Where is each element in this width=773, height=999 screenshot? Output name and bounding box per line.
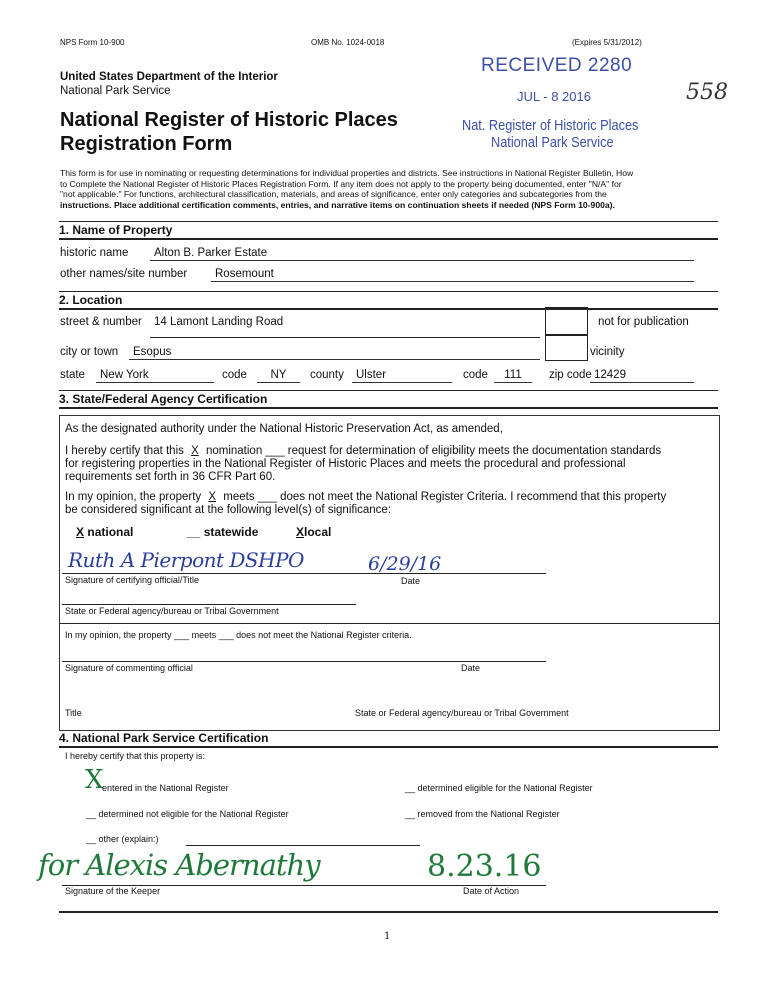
instructions-line: instructions. Place additional certification comments, entries, and narrative items on continuation sheets if needed (NPS Form 10-900a). <box>60 199 615 210</box>
form-subtitle: Registration Form <box>60 133 233 155</box>
form-title: National Register of Historic Places <box>60 109 398 131</box>
page-number: 1 <box>384 931 391 942</box>
commenting-label: Signature of commenting official <box>65 663 193 673</box>
removed-option[interactable]: __ removed from the National Register <box>405 809 560 819</box>
opinion-line-1 <box>65 491 666 503</box>
local-mark: X <box>296 525 305 539</box>
street-field[interactable]: 14 Lamont Landing Road <box>154 316 284 328</box>
statewide-label: statewide <box>203 525 259 539</box>
instructions-line: "not applicable." For functions, architectural classification, materials, and areas of significance, enter only categories and subcategories from the <box>60 189 607 199</box>
certify-line-3: requirements set forth in 36 CFR Part 60. <box>65 471 276 483</box>
date-label: Date <box>401 576 421 586</box>
stamp-date: JUL - 8 2016 <box>517 89 591 104</box>
certify-line-2: for registering properties in the National Register of Historic Places and meets the procedural and professional <box>65 458 626 470</box>
national-label: national <box>87 525 134 539</box>
certifying-date: 6/29/16 <box>368 553 442 575</box>
agency-name: National Park Service <box>60 85 171 97</box>
department-name: United States Department of the Interior <box>60 71 278 83</box>
other-explain-line <box>186 845 420 846</box>
received-stamp: RECEIVED 2280 <box>481 55 633 76</box>
national-mark: X <box>76 525 85 539</box>
keeper-label: Signature of the Keeper <box>65 886 161 896</box>
city-field[interactable]: Esopus <box>129 346 540 360</box>
agency-label: State or Federal agency/bureau or Tribal Government <box>65 606 279 616</box>
opinion-rest: meets ___ does not meet the National Register Criteria. I recommend that this property <box>223 491 667 503</box>
agency-label: State or Federal agency/bureau or Tribal Government <box>355 708 569 718</box>
stamp-agency: National Park Service <box>491 134 614 151</box>
instructions-line: to Complete the National Register of Historic Places Registration Form. If any item does not apply to the property being documented, enter "N/A" for <box>60 178 622 189</box>
other-names-label: other names/site number <box>60 268 188 280</box>
nps-certify-statement: I hereby certify that this property is: <box>65 751 206 761</box>
keeper-signature: for Alexis Abernathy <box>38 848 320 882</box>
meets-mark[interactable]: X <box>208 491 217 503</box>
statewide-mark: __ <box>187 525 201 539</box>
action-date: 8.23.16 <box>427 849 542 884</box>
stamp-register: Nat. Register of Historic Places <box>462 117 639 134</box>
date-label: Date <box>461 663 481 673</box>
other-option[interactable]: __ other (explain:) <box>86 834 159 844</box>
signature-label: Signature of certifying official/Title <box>65 575 200 585</box>
opinion-prefix: In my opinion, the property <box>65 491 202 503</box>
title-label: Title <box>65 708 82 718</box>
omb-number: OMB No. 1024-0018 <box>311 38 385 47</box>
other-names-field[interactable]: Rosemount <box>211 268 694 282</box>
certify-line-1 <box>65 445 661 457</box>
local-label: local <box>304 525 332 539</box>
certifying-signature: Ruth A Pierpont DSHPO <box>68 548 304 572</box>
section-divider <box>59 911 718 913</box>
section-divider <box>59 221 718 222</box>
county-field[interactable]: Ulster <box>352 369 452 383</box>
county-code-label: code <box>463 369 488 381</box>
section-divider <box>59 407 718 409</box>
state-label: state <box>60 369 85 381</box>
not-for-publication-checkbox[interactable] <box>545 307 588 336</box>
inner-divider <box>59 623 719 624</box>
not-for-publication-label: not for publication <box>598 316 689 328</box>
state-field[interactable]: New York <box>96 369 214 383</box>
eligible-option[interactable]: __ determined eligible for the National Register <box>405 783 593 793</box>
entered-mark[interactable]: X <box>85 765 104 795</box>
level-national[interactable] <box>76 525 133 539</box>
certify-rest: nomination ___ request for determination of eligibility meets the documentation standards <box>205 445 662 457</box>
section-2-title: 2. Location <box>59 293 123 307</box>
section-divider <box>59 308 718 310</box>
expiration-date: (Expires 5/31/2012) <box>572 38 642 47</box>
section-3-title: 3. State/Federal Agency Certification <box>59 392 268 406</box>
section-divider <box>59 238 718 240</box>
field-underline <box>150 337 540 338</box>
nomination-mark[interactable]: X <box>191 445 199 457</box>
opinion-line-2: be considered significant at the following level(s) of significance: <box>65 504 392 516</box>
county-label: county <box>310 369 344 381</box>
section-divider <box>59 390 718 391</box>
historic-name-field[interactable]: Alton B. Parker Estate <box>150 247 694 261</box>
section-4-title: 4. National Park Service Certification <box>59 731 269 745</box>
county-code-field[interactable]: 111 <box>494 369 532 383</box>
comment-opinion: In my opinion, the property ___ meets ___ does not meet the National Register criteria. <box>65 630 412 640</box>
instructions <box>60 168 633 210</box>
zip-field[interactable]: 12429 <box>590 369 694 383</box>
action-date-label: Date of Action <box>463 886 520 896</box>
commenting-signature-line <box>62 661 546 662</box>
certify-prefix: I hereby certify that this <box>65 445 184 457</box>
city-label: city or town <box>60 346 119 358</box>
authority-statement: As the designated authority under the National Historic Preservation Act, as amended, <box>65 423 503 435</box>
street-label: street & number <box>60 316 142 328</box>
section-1-title: 1. Name of Property <box>59 223 173 237</box>
level-statewide[interactable] <box>187 525 258 539</box>
state-code-label: code <box>222 369 247 381</box>
instructions-line: This form is for use in nominating or requesting determinations for individual properties and districts. See instructions in National Register Bulletin, How <box>60 168 634 178</box>
entered-label: entered in the National Register <box>102 783 229 793</box>
zip-label: zip code <box>549 369 592 381</box>
vicinity-checkbox[interactable] <box>545 334 588 361</box>
vicinity-label: vicinity <box>590 346 625 358</box>
state-code-field[interactable]: NY <box>257 369 300 383</box>
form-number: NPS Form 10-900 <box>60 38 125 47</box>
agency-line <box>62 604 356 605</box>
signature-line <box>62 573 546 574</box>
level-local[interactable] <box>296 525 331 539</box>
section-divider <box>59 746 718 748</box>
not-eligible-option[interactable]: __ determined not eligible for the National Register <box>86 809 289 819</box>
handwritten-reference-number: 558 <box>686 80 728 105</box>
historic-name-label: historic name <box>60 247 129 259</box>
section-divider <box>59 291 718 292</box>
